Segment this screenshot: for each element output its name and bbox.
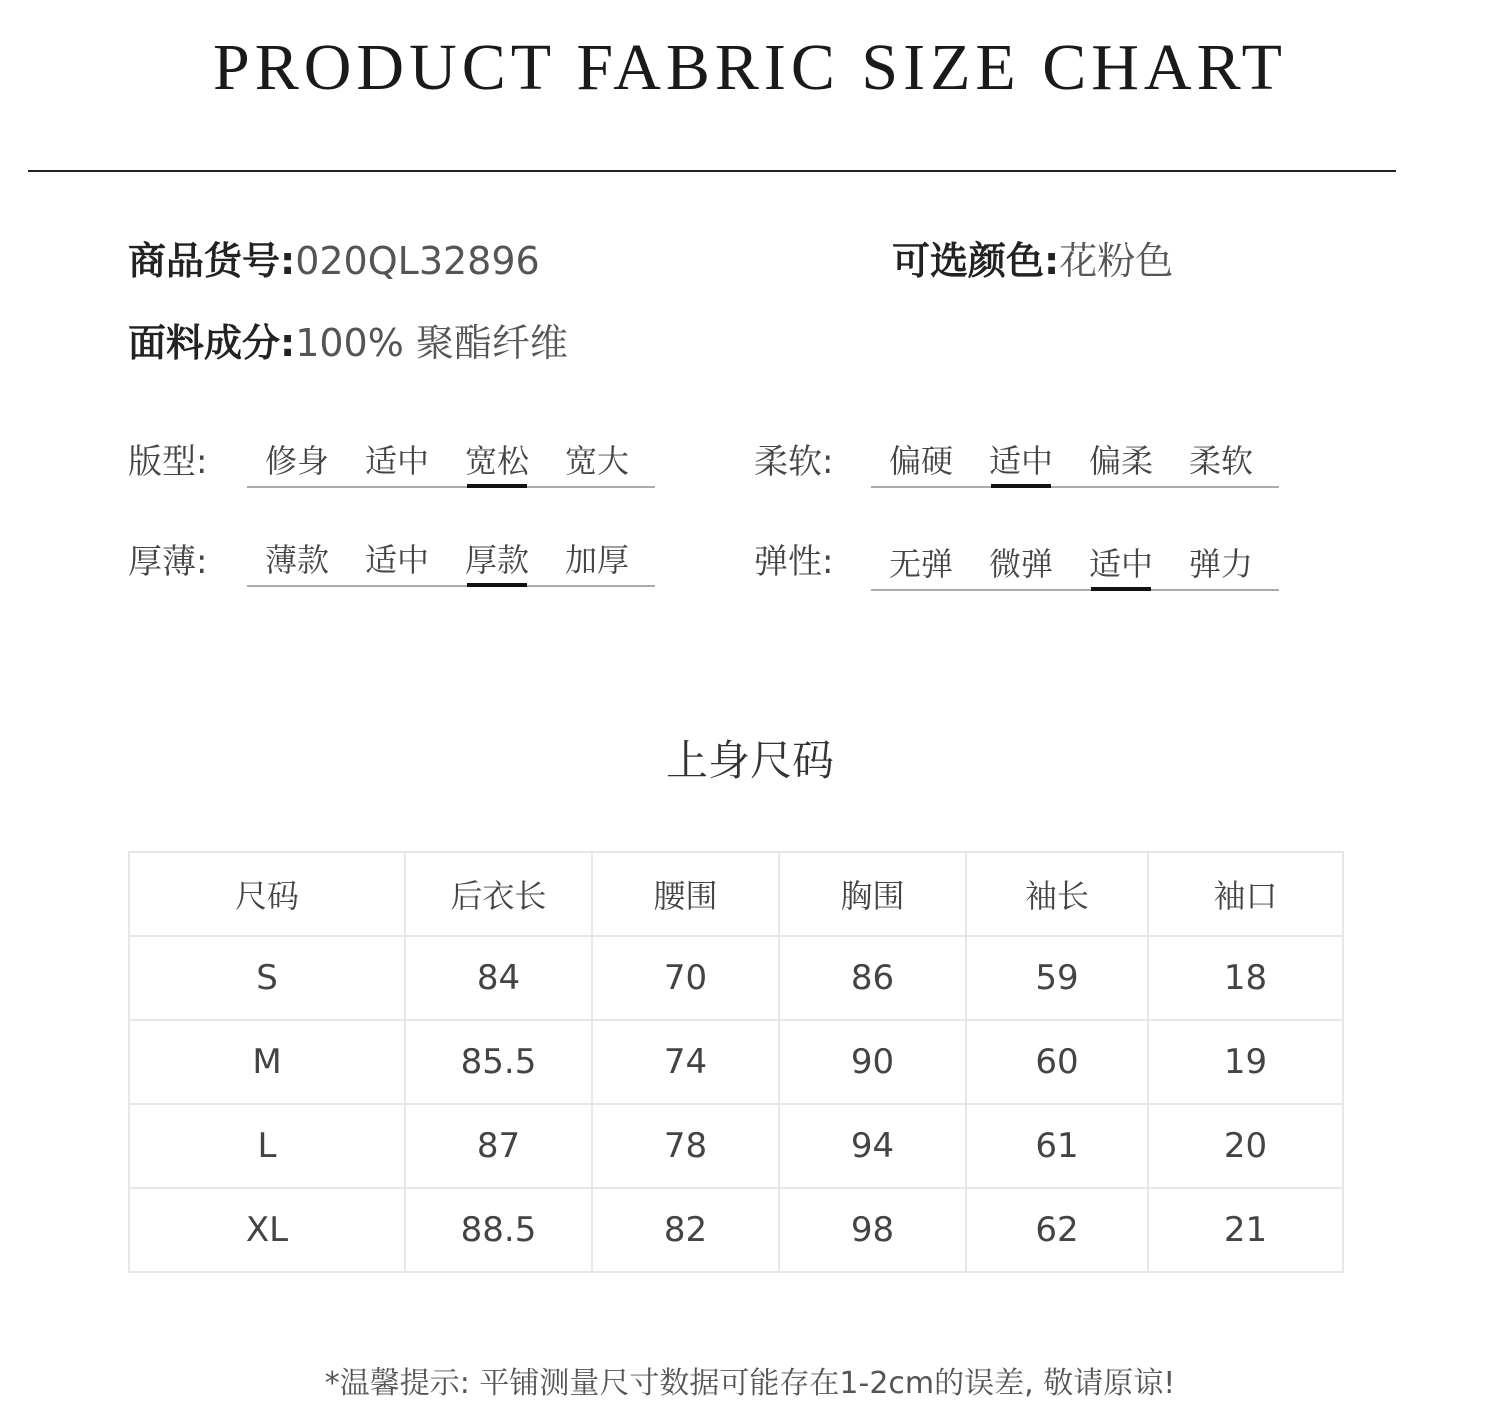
table-row bbox=[129, 1020, 1343, 1104]
elasticity-option: 弹力 bbox=[1188, 545, 1253, 583]
fit-label: 版型: bbox=[128, 442, 208, 482]
table-cell: 82 bbox=[592, 1188, 779, 1272]
item-number-label: 商品货号: bbox=[128, 239, 296, 283]
table-cell: 90 bbox=[779, 1020, 966, 1104]
table-cell: 59 bbox=[966, 936, 1148, 1020]
table-cell: L bbox=[129, 1104, 405, 1188]
table-cell: 70 bbox=[592, 936, 779, 1020]
fit-option: 宽大 bbox=[564, 442, 629, 480]
table-cell: 18 bbox=[1148, 936, 1343, 1020]
thickness-option: 厚款 bbox=[447, 535, 547, 581]
size-table-title: 上身尺码 bbox=[665, 736, 834, 785]
item-number bbox=[128, 230, 540, 285]
elasticity-option: 微弹 bbox=[988, 545, 1053, 583]
table-cell: 98 bbox=[779, 1188, 966, 1272]
softness-label: 柔软: bbox=[754, 442, 834, 482]
elasticity-label: 弹性: bbox=[754, 542, 834, 582]
table-cell: 19 bbox=[1148, 1020, 1343, 1104]
fabric-composition bbox=[128, 312, 568, 367]
fabric-label: 面料成分: bbox=[128, 321, 296, 365]
thickness-label: 厚薄: bbox=[128, 542, 208, 582]
thickness-option: 适中 bbox=[364, 541, 429, 579]
measurement-note: *温馨提示: 平铺测量尺寸数据可能存在1-2cm的误差, 敬请原谅! bbox=[324, 1366, 1176, 1401]
table-row bbox=[129, 936, 1343, 1020]
elasticity-option: 适中 bbox=[1071, 539, 1171, 585]
table-cell: 62 bbox=[966, 1188, 1148, 1272]
table-cell: 85.5 bbox=[405, 1020, 592, 1104]
header-waist: 腰围 bbox=[592, 852, 779, 936]
table-cell: 20 bbox=[1148, 1104, 1343, 1188]
elasticity-scale bbox=[871, 539, 1279, 591]
header-size: 尺码 bbox=[129, 852, 405, 936]
elasticity-option: 无弹 bbox=[888, 545, 953, 583]
table-header-row bbox=[129, 852, 1343, 936]
fit-scale bbox=[247, 436, 655, 488]
thickness-option: 加厚 bbox=[564, 541, 629, 579]
table-cell: 21 bbox=[1148, 1188, 1343, 1272]
softness-option: 偏柔 bbox=[1088, 442, 1153, 480]
header-back-length: 后衣长 bbox=[405, 852, 592, 936]
header-sleeve-length: 袖长 bbox=[966, 852, 1148, 936]
page-title: PRODUCT FABRIC SIZE CHART bbox=[213, 31, 1287, 104]
table-cell: 74 bbox=[592, 1020, 779, 1104]
fabric-value: 100% 聚酯纤维 bbox=[295, 321, 568, 365]
table-cell: 87 bbox=[405, 1104, 592, 1188]
table-cell: 60 bbox=[966, 1020, 1148, 1104]
thickness-scale bbox=[247, 535, 655, 587]
header-cuff: 袖口 bbox=[1148, 852, 1343, 936]
softness-option: 适中 bbox=[971, 436, 1071, 482]
fit-option: 修身 bbox=[264, 442, 329, 480]
header-chest: 胸围 bbox=[779, 852, 966, 936]
table-cell: 86 bbox=[779, 936, 966, 1020]
table-cell: M bbox=[129, 1020, 405, 1104]
color-value: 花粉色 bbox=[1059, 239, 1174, 283]
fit-option: 宽松 bbox=[447, 436, 547, 482]
fit-option: 适中 bbox=[364, 442, 429, 480]
table-cell: XL bbox=[129, 1188, 405, 1272]
table-cell: 94 bbox=[779, 1104, 966, 1188]
thickness-option: 薄款 bbox=[264, 541, 329, 579]
table-cell: S bbox=[129, 936, 405, 1020]
table-cell: 61 bbox=[966, 1104, 1148, 1188]
color-label: 可选颜色: bbox=[892, 239, 1060, 283]
softness-option: 柔软 bbox=[1188, 442, 1253, 480]
available-color bbox=[892, 230, 1173, 285]
size-table bbox=[128, 851, 1344, 1273]
table-cell: 88.5 bbox=[405, 1188, 592, 1272]
softness-scale bbox=[871, 436, 1279, 488]
softness-option: 偏硬 bbox=[888, 442, 953, 480]
title-divider bbox=[28, 170, 1396, 172]
table-row bbox=[129, 1188, 1343, 1272]
table-cell: 78 bbox=[592, 1104, 779, 1188]
item-number-value: 020QL32896 bbox=[295, 239, 540, 283]
table-row bbox=[129, 1104, 1343, 1188]
table-cell: 84 bbox=[405, 936, 592, 1020]
